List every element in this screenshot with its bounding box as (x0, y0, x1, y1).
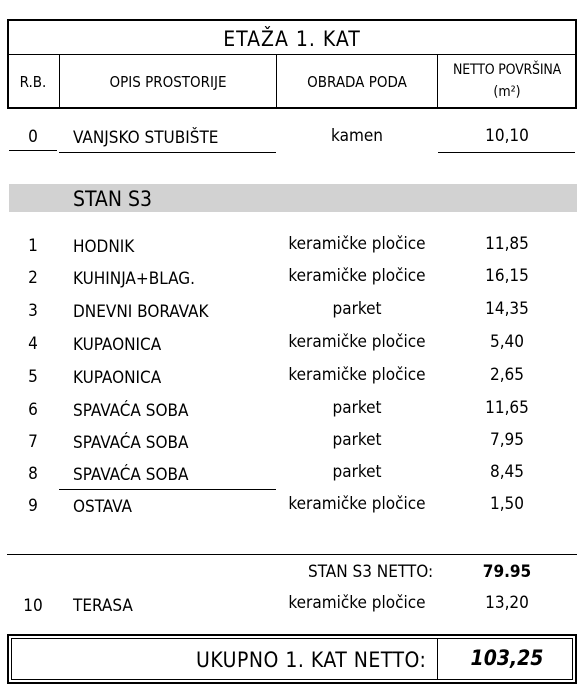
row0-area: 10,10 (485, 126, 529, 146)
row-name: SPAVAĆA SOBA (73, 401, 189, 421)
row-rb: 6 (28, 400, 38, 420)
row-rb: 7 (28, 432, 38, 452)
row-name: SPAVAĆA SOBA (73, 433, 189, 453)
row-area: 11,85 (485, 234, 529, 254)
row-floor: parket (332, 430, 382, 450)
row-floor: keramičke pločice (288, 365, 426, 385)
row-rb: 9 (28, 496, 38, 516)
row-7 (0, 430, 583, 452)
row-floor: keramičke pločice (288, 332, 426, 352)
row-area: 2,65 (489, 365, 525, 385)
subtotal-label: STAN S3 NETTO: (308, 562, 434, 582)
row-name: KUPAONICA (73, 335, 162, 355)
section-title: STAN S3 (73, 187, 152, 211)
row0-left-underline (9, 150, 57, 151)
row10-rb: 10 (23, 596, 43, 616)
row-rb: 3 (28, 301, 38, 321)
row-floor: parket (332, 398, 382, 418)
row-4 (0, 332, 583, 354)
row-floor: keramičke pločice (288, 234, 426, 254)
row0-name: VANJSKO STUBIŠTE (73, 128, 219, 148)
row0-rb: 0 (28, 127, 38, 147)
title-divider (7, 54, 577, 55)
header-rb: R.B. (19, 73, 47, 91)
row-6 (0, 398, 583, 420)
header-obrada: OBRADA PODA (307, 73, 407, 91)
row-2 (0, 266, 583, 288)
row-rb: 1 (28, 236, 38, 256)
row-rb: 4 (28, 334, 38, 354)
row-area: 16,15 (485, 266, 529, 286)
header-netto-line2: (m²) (493, 84, 521, 100)
row-area: 7,95 (489, 430, 525, 450)
row-5 (0, 365, 583, 387)
row-name: KUPAONICA (73, 368, 162, 388)
subtotal-divider (7, 554, 577, 555)
row-area: 8,45 (489, 462, 525, 482)
row-area: 14,35 (485, 299, 529, 319)
total-value: 103,25 (470, 646, 544, 670)
row-area: 11,65 (485, 398, 529, 418)
row-floor: parket (332, 462, 382, 482)
row8-underline (59, 489, 276, 490)
row-name: OSTAVA (73, 497, 132, 517)
row-name: HODNIK (73, 237, 135, 257)
row-area: 5,40 (489, 332, 525, 352)
row-floor: keramičke pločice (288, 494, 426, 514)
row-3 (0, 299, 583, 321)
row-1 (0, 234, 583, 256)
row-rb: 2 (28, 268, 38, 288)
row-8 (0, 462, 583, 484)
row0-area-underline (438, 152, 575, 153)
row-name: SPAVAĆA SOBA (73, 465, 189, 485)
row10-floor: keramičke pločice (288, 593, 426, 613)
row10-area: 13,20 (485, 593, 529, 613)
row-rb: 8 (28, 464, 38, 484)
row-name: KUHINJA+BLAG. (73, 269, 195, 289)
header-netto-line1: NETTO POVRŠINA (453, 62, 561, 78)
row-floor: parket (332, 299, 382, 319)
total-label: UKUPNO 1. KAT NETTO: (196, 648, 427, 672)
row-name: DNEVNI BORAVAK (73, 302, 209, 322)
row-floor: keramičke pločice (288, 266, 426, 286)
page-title: ETAŽA 1. KAT (223, 27, 361, 51)
subtotal-value: 79.95 (482, 562, 532, 582)
row-9 (0, 494, 583, 516)
header-opis: OPIS PROSTORIJE (109, 73, 227, 91)
row0-name-underline (59, 152, 276, 153)
row0-floor: kamen (331, 126, 383, 146)
row-rb: 5 (28, 367, 38, 387)
row-area: 1,50 (489, 494, 525, 514)
row10-name: TERASA (73, 596, 133, 616)
